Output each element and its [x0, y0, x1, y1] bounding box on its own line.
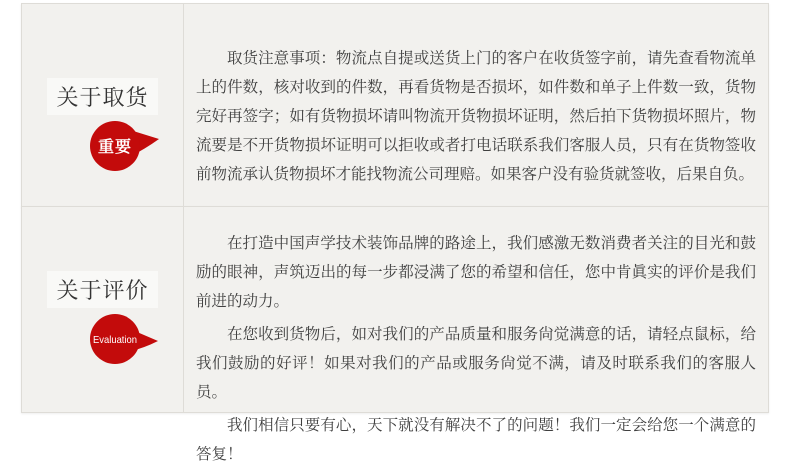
speech-bubble-icon [88, 118, 164, 174]
important-badge-label: 重要 [97, 139, 132, 156]
evaluation-title: 关于评价 [47, 271, 157, 308]
evaluation-sidebar [22, 207, 183, 412]
pickup-paragraph: 取货注意事项：物流点自提或送货上门的客户在收货签字前，请先查看物流单上的件数，核对收到的件数，再看货物是否损坏，如件数和单子上件数一致，货物完好再签字；如有货物损坏请叫物流开货物损坏证明，然后拍下货物损坏照片，物流要是不开货物损坏证明可以拒收或者打电话联系我们客服人员，只有在货物签收前物流承认货物损坏才能找物流公司理赔。如果客户没有验货就签收，后果自负。 [196, 50, 756, 183]
evaluation-badge-label: Evaluation [92, 334, 137, 346]
important-badge [88, 118, 164, 174]
pickup-content [183, 4, 768, 206]
pickup-panel [21, 3, 769, 207]
evaluation-content [183, 207, 768, 463]
evaluation-paragraph-2: 在您收到货物后，如对我们的产品质量和服务尙觉满意的话，请轻点鼠标，给我们鼓励的好评！如果对我们的产品或服务尙觉不满，请及时联系我们的客服人员。 [196, 326, 756, 401]
evaluation-paragraph-1: 在打造中国声学技术装饰品牌的路途上，我们感激无数消费者关注的目光和鼓励的眼神，声筑迈出的每一步都浸满了您的希望和信任，您中肯眞实的评价是我们前进的动力。 [196, 235, 756, 310]
pickup-sidebar [22, 4, 183, 206]
pickup-title: 关于取货 [47, 78, 157, 115]
notice-section [21, 3, 769, 463]
evaluation-panel [21, 206, 769, 463]
evaluation-paragraph-3: 我们相信只要有心，天下就没有解决不了的问题！我们一定会给您一个满意的答复！ [196, 417, 756, 463]
evaluation-badge [88, 311, 164, 367]
speech-bubble-icon [88, 311, 164, 367]
